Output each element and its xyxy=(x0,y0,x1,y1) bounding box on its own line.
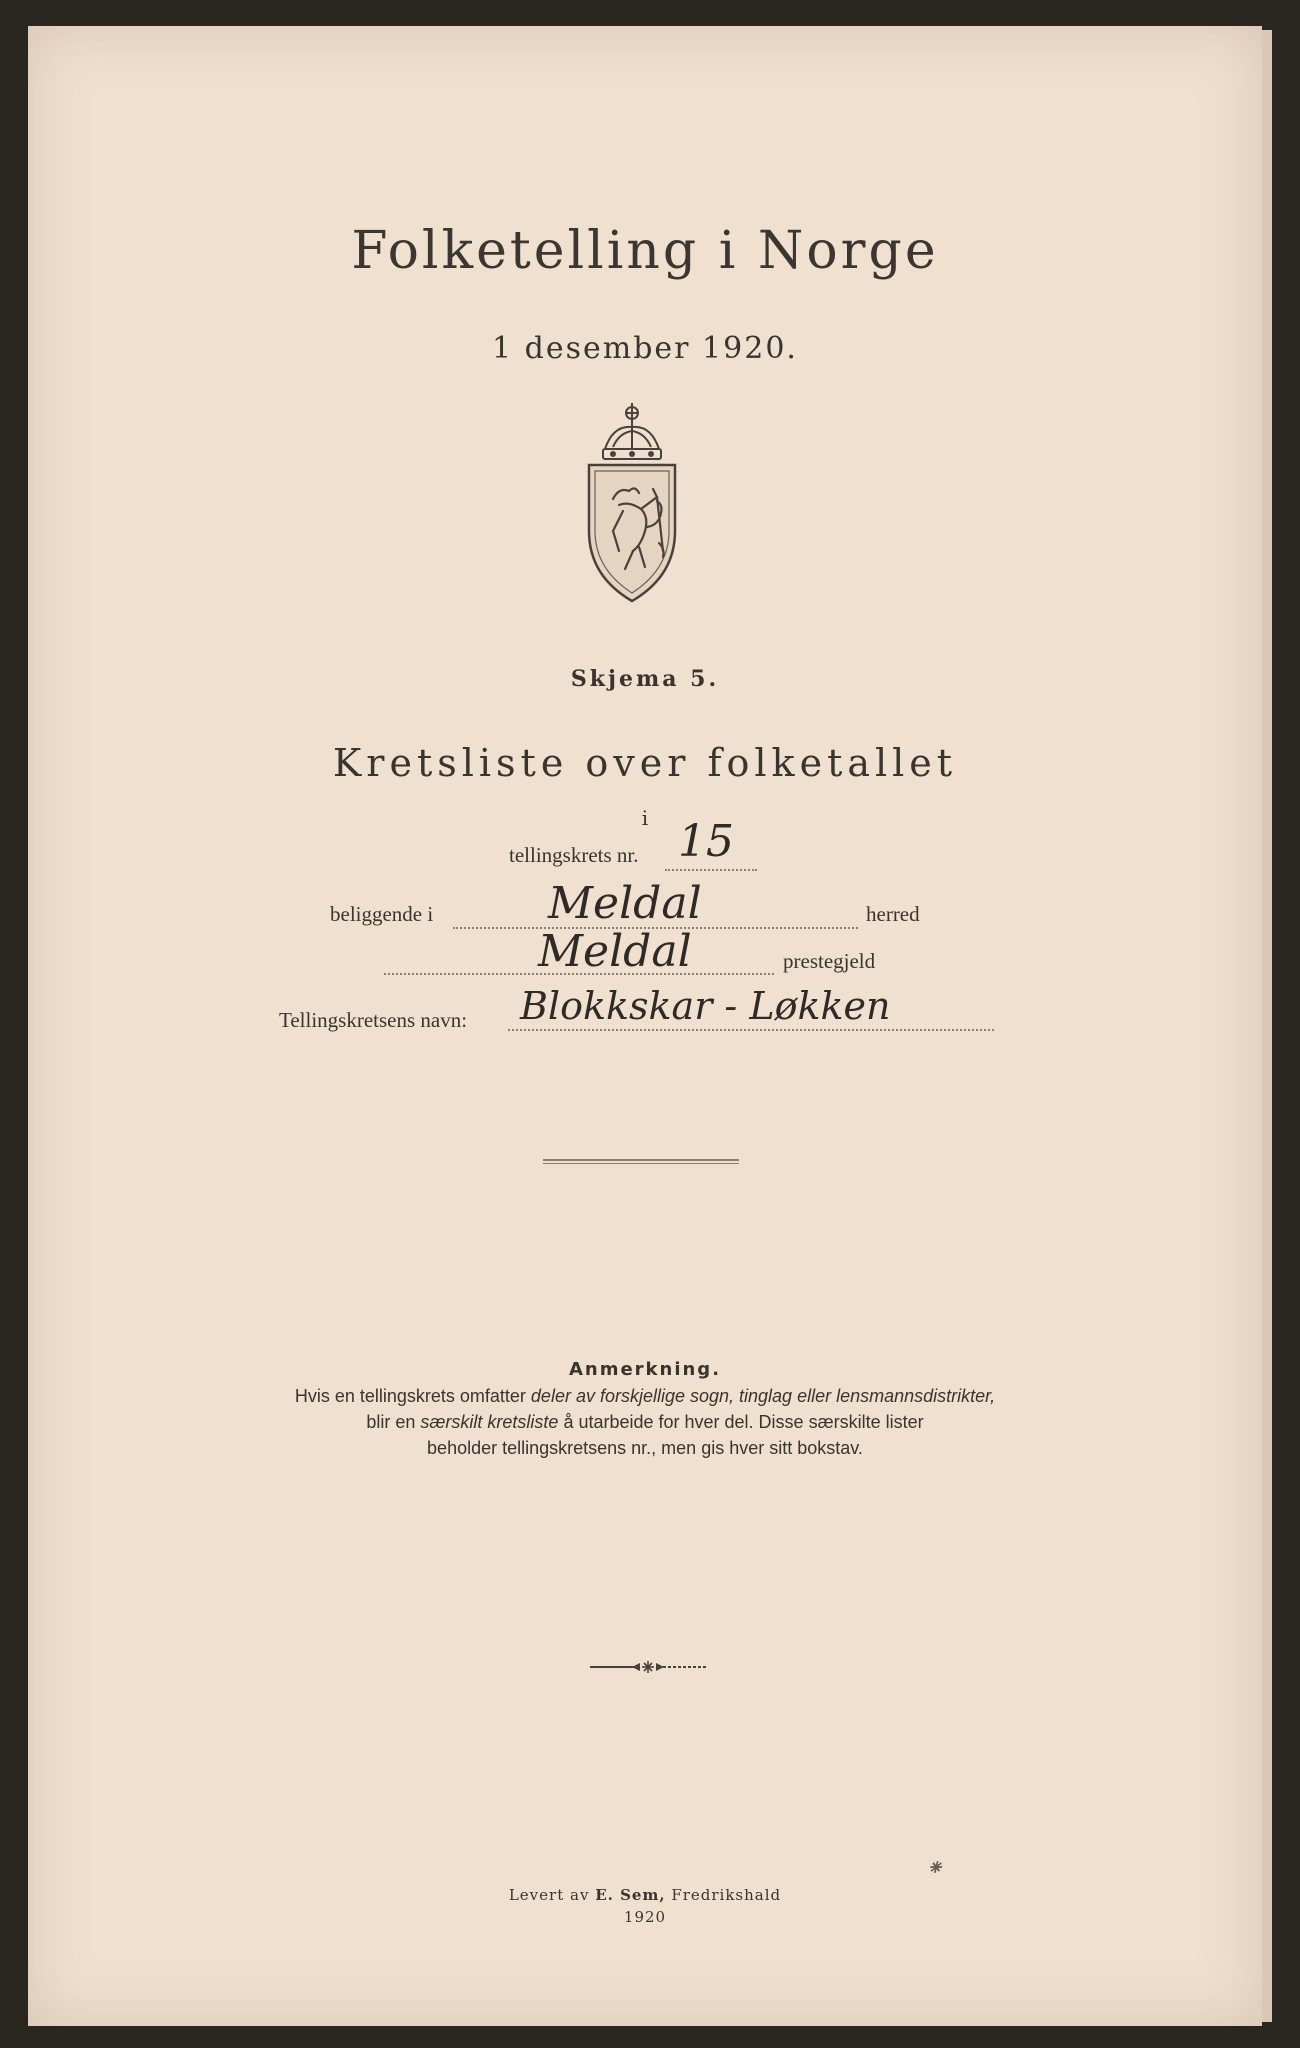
list-title: Kretsliste over folketallet xyxy=(332,741,958,785)
located-in-label: beliggende i xyxy=(330,902,434,926)
note-line-2 xyxy=(28,1412,1262,1433)
district-number-value: 15 xyxy=(678,816,734,867)
district-name-value: Blokkskar - Løkken xyxy=(520,984,891,1028)
schema-number: Skjema 5. xyxy=(570,666,720,692)
parish-value: Meldal xyxy=(538,926,692,977)
herred-label: herred xyxy=(866,902,920,926)
note-line-1-emphasis: deler av forskjellige sogn, tinglag eller lensmannsdistrikter, xyxy=(530,1386,996,1406)
note-line-2-text-a: blir en xyxy=(366,1412,421,1432)
printer-credit-prefix: Levert av xyxy=(508,1886,596,1904)
note-line-3: beholder tellingskretsens nr., men gis hver sitt bokstav. xyxy=(427,1438,863,1458)
printer-name: E. Sem, xyxy=(595,1886,666,1904)
note-line-2-emphasis: særskilt kretsliste xyxy=(420,1412,559,1432)
district-name-label: Tellingskretsens navn: xyxy=(279,1008,468,1032)
printer-year: 1920 xyxy=(623,1908,667,1926)
printer-place: Fredrikshald xyxy=(665,1886,782,1904)
page-edge xyxy=(1262,30,1272,2022)
page-title: Folketelling i Norge xyxy=(351,221,939,281)
section-divider xyxy=(543,1159,739,1164)
district-number-line xyxy=(665,869,757,871)
note-line-2-text-c: å utarbeide for hver del. Disse særskilte lister xyxy=(558,1412,924,1432)
printer-credit xyxy=(28,1886,1262,1904)
note-line-1 xyxy=(28,1386,1262,1407)
norwegian-coat-of-arms-icon xyxy=(583,401,681,606)
ornament-divider-icon xyxy=(588,1660,708,1674)
note-line-1-text: Hvis en tellingskrets omfatter xyxy=(294,1386,531,1406)
note-heading: Anmerkning. xyxy=(568,1359,722,1380)
located-in-value: Meldal xyxy=(548,878,702,929)
census-form-page xyxy=(28,26,1262,2026)
parish-label: prestegjeld xyxy=(783,949,876,973)
district-number-label: tellingskrets nr. xyxy=(509,843,639,867)
district-name-line xyxy=(508,1029,994,1031)
pencil-mark: ⁕ xyxy=(925,1856,944,1881)
census-date: 1 desember 1920. xyxy=(492,331,798,366)
in-word: i xyxy=(641,806,649,830)
